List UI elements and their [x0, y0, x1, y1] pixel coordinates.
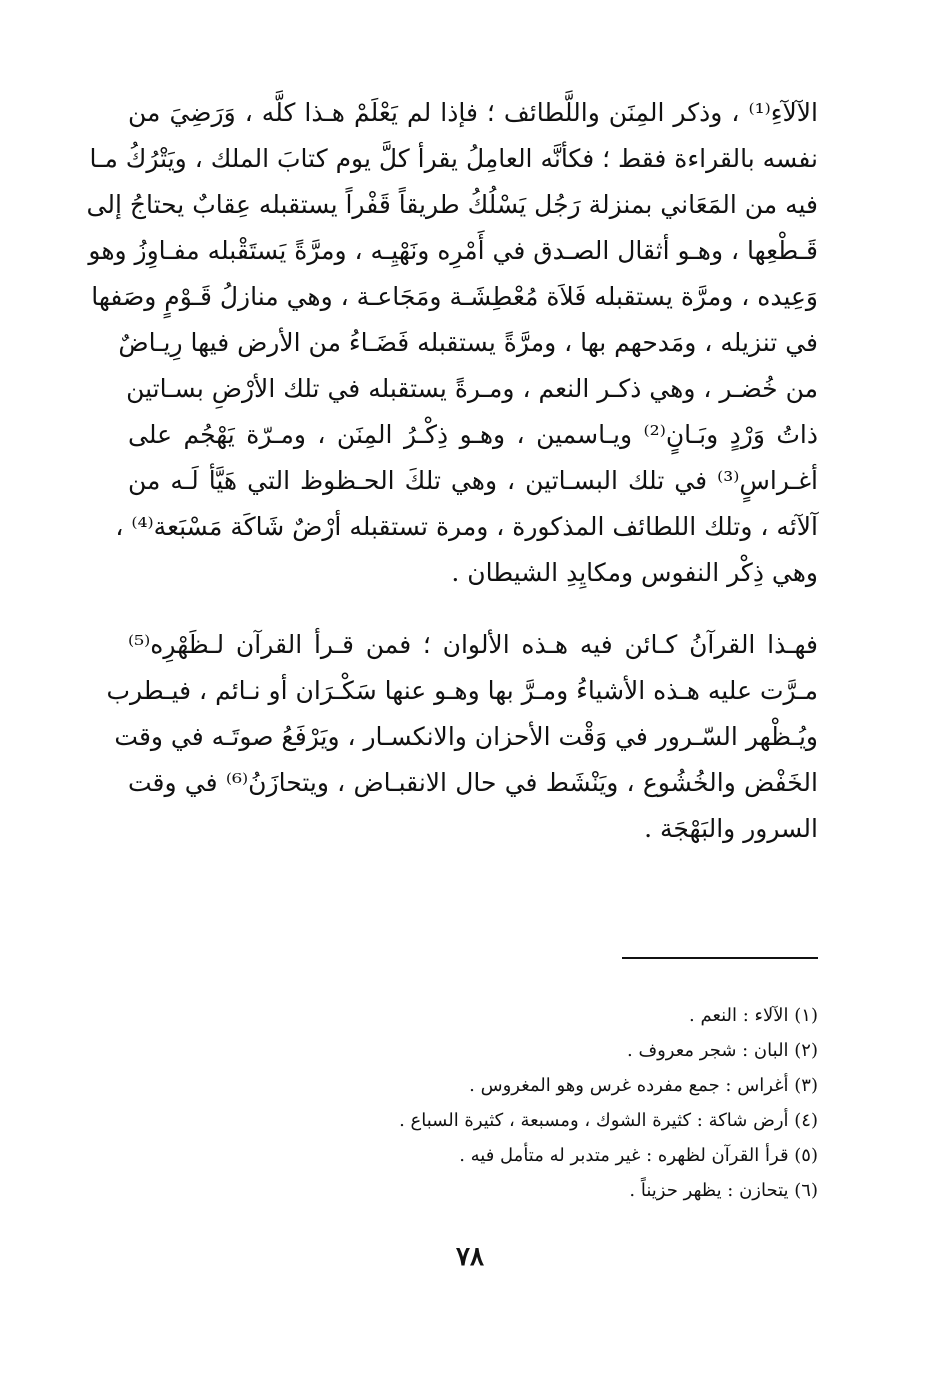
footnote-separator — [622, 957, 818, 959]
footnote-1: (١) الآلاء : النعم . — [689, 1005, 818, 1026]
footnote-6: (٦) يتحازن : يظهر حزيناً . — [629, 1180, 818, 1201]
text-line: فيه من المَعَاني بمنزلة رَجُل يَسْلُكُ طريقاً قَفْراً يستقبله عِقابٌ يحتاجُ إلى — [86, 190, 818, 219]
text-line: آلآئه ، وتلك اللطائف المذكورة ، ومرة تستقبله أرْضٌ شَاكَة مَسْبَعة⁽⁴⁾ ، — [115, 512, 818, 541]
text-line: وَعِيده ، ومرَّة يستقبله فَلاَة مُعْطِشَـة ومَجَاعـة ، وهي منازلُ قَـوْمٍ وصَفها — [91, 282, 818, 311]
footnote-2: (٢) البان : شجر معروف . — [627, 1040, 818, 1061]
text-line: ويُـظْهر السّـرور في وَقْت الأحزان والانكسـار ، ويَرْفَعُ صوتَـه في وقت — [114, 722, 818, 751]
text-line: في تنزيله ، ومَدحهم بها ، ومرَّةً يستقبله فَضَـاءُ من الأرض فيها رِيـاضٌ — [118, 328, 818, 357]
page-number: ٧٨ — [456, 1242, 484, 1272]
text-line: السرور والبَهْجَة . — [644, 814, 818, 843]
text-line: قَـطْعِها ، وهـو أثقال الصـدق في أَمْرِه ونَهْيِـه ، ومرَّةً يَستَقْبله مفـاوِزُ وهو — [88, 236, 818, 265]
footnotes — [128, 998, 818, 1208]
footnote-5: (٥) قرأ القرآن لظهره : غير متدبر له متأمل فيه . — [459, 1145, 818, 1166]
text-line: أغـراسٍ⁽³⁾ في تلك البسـاتين ، وهي تلكَ الحـظوظ التي هَيَّأ لَـه من — [128, 466, 818, 495]
footnote-3: (٣) أغراس : جمع مفرده غرس وهو المغروس . — [469, 1075, 818, 1096]
text-line: الخَفْض والخُشُوع ، ويَنْشَط في حال الانقبـاض ، ويتحازَنُ⁽⁶⁾ في وقت — [128, 768, 818, 797]
main-text — [86, 90, 818, 852]
text-line: نفسه بالقراءة فقط ؛ فكأنَّه العامِلُ يقرأ كلَّ يوم كتابَ الملك ، ويَتْرُكُ مـا — [89, 144, 818, 173]
text-line: وهي ذِكْر النفوس ومكايِدِ الشيطان . — [451, 558, 818, 587]
paragraph-2 — [106, 622, 818, 852]
text-line: من خُضـر ، وهي ذكـر النعم ، ومـرةً يستقبله في تلك الأرْضِ بسـاتين — [126, 374, 818, 403]
text-line: مـرَّت عليه هـذه الأشياءُ ومـرَّ بها وهـو عنها سَكْـرَان أو نـائم ، فيـطرب — [106, 676, 818, 705]
footnote-4: (٤) أرض شاكة : كثيرة الشوك ، ومسبعة ، كثيرة السباع . — [399, 1110, 818, 1131]
text-line: ذاتُ وَرْدٍ وبَـانٍ⁽²⁾ ويـاسمين ، وهـو ذِكْـرُ المِنَن ، ومـرّة يَهْجُم على — [128, 420, 818, 449]
paragraph-1 — [86, 90, 818, 596]
text-line: الآلآءِ⁽¹⁾ ، وذكر المِنَن واللَّطائف ؛ فإذا لم يَعْلَمْ هـذا كلَّه ، وَرَضِيَ من — [128, 98, 818, 127]
text-line: فهـذا القرآنُ كـائن فيه هـذه الألوان ؛ فمن قـرأ القرآن لـظَهْرِه⁽⁵⁾ — [128, 630, 818, 659]
